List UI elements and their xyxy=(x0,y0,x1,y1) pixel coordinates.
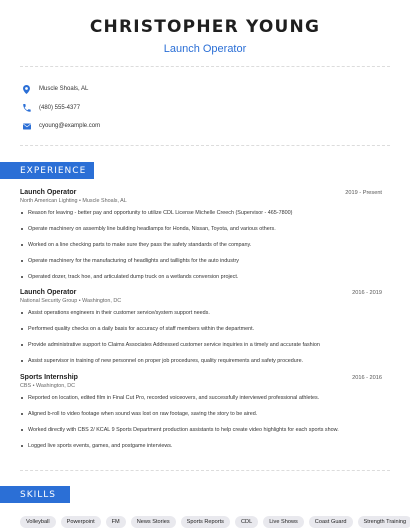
job-title: Sports Internship xyxy=(20,374,78,381)
job-dates: 2019 - Present xyxy=(345,190,382,196)
section-experience-heading: EXPERIENCE xyxy=(0,162,94,179)
job-dates: 2016 - 2016 xyxy=(352,375,382,381)
job-title: Launch Operator xyxy=(20,189,77,196)
job-company: National Security Group • Washington, DC xyxy=(20,298,122,304)
skill-chip: Powerpoint xyxy=(61,516,101,528)
job-bullet: Operate machinery for the manufacturing of headlights and taillights for the auto industry xyxy=(20,258,382,265)
job-dates: 2016 - 2019 xyxy=(352,290,382,296)
skill-chip: Coast Guard xyxy=(309,516,353,528)
job-bullet: Provide administrative support to Claims Associates Addressed customer service inquiries in a timely and accurate fashion xyxy=(20,342,382,349)
skill-chip: Sports Reports xyxy=(181,516,230,528)
location-text: Muscle Shoals, AL xyxy=(39,86,89,92)
skill-chip: Volleyball xyxy=(20,516,56,528)
experience-divider xyxy=(20,470,390,471)
job-title: Launch Operator xyxy=(20,289,77,296)
job-bullet: Worked directly with CBS 2/ KCAL 9 Sports Department production assistants to help create video highlights for each sports show. xyxy=(20,427,382,434)
candidate-name: CHRISTOPHER YOUNG xyxy=(89,17,321,37)
phone-icon xyxy=(22,103,31,112)
skill-chip: CDL xyxy=(235,516,258,528)
job-bullet: Assist supervisor in training of new personnel on proper job procedures, quality requirements and safety procedure. xyxy=(20,358,382,365)
envelope-icon xyxy=(22,122,31,131)
job-bullet: Assist operations engineers in their customer service/system support needs. xyxy=(20,310,382,317)
map-pin-icon xyxy=(22,85,31,94)
job-bullets xyxy=(20,310,382,365)
skill-chip: Strength Training xyxy=(358,516,410,528)
section-skills-heading: SKILLS xyxy=(0,486,70,503)
job-bullet: Logged live sports events, games, and postgame interviews. xyxy=(20,443,382,450)
job-bullet: Aligned b-roll to video footage when sound was lost on raw footage, saving the story to be aired. xyxy=(20,411,382,418)
header-divider xyxy=(20,66,390,67)
job-bullet: Reason for leaving - better pay and opportunity to utilize CDL License Michelle Creech (Supervisor - 465-7800) xyxy=(20,210,382,217)
job-bullets xyxy=(20,210,382,281)
skill-chip: FM xyxy=(106,516,126,528)
skill-chip: News Stories xyxy=(131,516,176,528)
job-bullet: Reported on location, edited film in Final Cut Pro, recorded voiceovers, and successfully interviewed professional athletes. xyxy=(20,395,382,402)
job-3 xyxy=(20,374,382,450)
phone-text[interactable]: (480) 555-4377 xyxy=(39,104,81,111)
job-bullets xyxy=(20,395,382,450)
job-company: North American Lighting • Muscle Shoals, AL xyxy=(20,198,127,204)
job-company: CBS • Washington, DC xyxy=(20,383,76,389)
contact-divider xyxy=(20,145,390,146)
job-2 xyxy=(20,289,382,365)
job-bullet: Worked on a line checking parts to make sure they pass the safety standards of the company. xyxy=(20,242,382,249)
contact-location xyxy=(22,80,100,98)
skill-chip: Live Shows xyxy=(263,516,304,528)
email-text[interactable]: cyoung@example.com xyxy=(39,123,101,129)
job-1 xyxy=(20,189,382,281)
resume-header xyxy=(0,0,410,55)
contact-email xyxy=(22,117,100,135)
job-bullet: Performed quality checks on a daily basis for accuracy of staff members within the department. xyxy=(20,326,382,333)
contact-list xyxy=(22,80,100,136)
job-bullet: Operated dozer, track hoe, and articulated dump truck on a wetlands conversion project. xyxy=(20,274,382,281)
skills-list xyxy=(20,516,410,528)
job-bullet: Operate machinery on assembly line building headlamps for Honda, Nissan, Toyota, and various others. xyxy=(20,226,382,233)
contact-phone xyxy=(22,99,100,117)
candidate-title: Launch Operator xyxy=(163,43,247,55)
